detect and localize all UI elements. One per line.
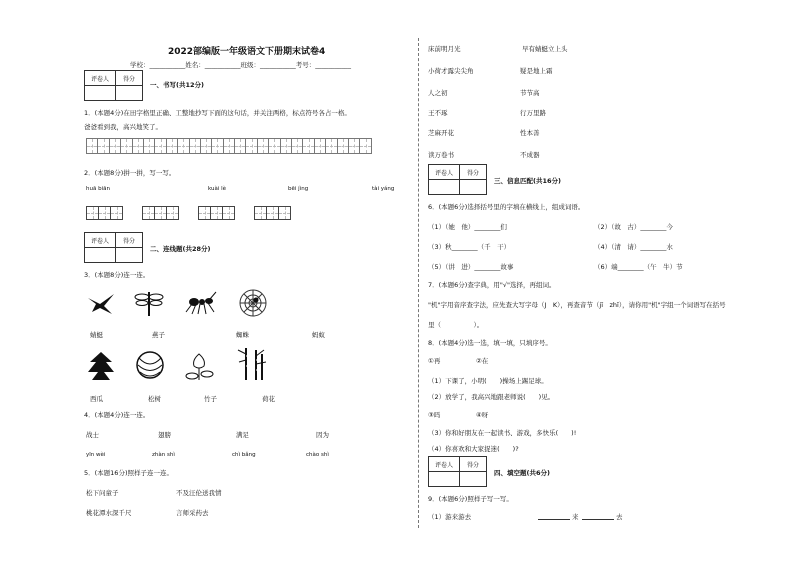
q5-right-1: 不及汪伦送我情: [176, 489, 222, 497]
q3-label-8: 荷花: [262, 395, 275, 403]
q5-left-2: 桃花潭水深千尺: [86, 509, 132, 517]
q8-line-1[interactable]: （1）下课了，小明( )操场上踢足球。: [428, 377, 548, 385]
q3-label-3: 蜘蛛: [236, 331, 249, 339]
q6-item-1[interactable]: （1）（她 他）________们: [428, 223, 507, 231]
section-title-4: 四、填空题(共6分): [494, 469, 550, 477]
q4-word-4: 因为: [316, 431, 329, 439]
q4-pinyin-1: yīn wèi: [86, 452, 106, 458]
q4-pinyin-4: chào shì: [306, 452, 329, 458]
reviewer-label: 评卷人: [85, 71, 116, 86]
score-label: 得分: [116, 71, 143, 86]
q2-pinyin-1: huā biān: [86, 186, 110, 192]
ant-picture: [184, 290, 218, 316]
score-label: 得分: [460, 165, 487, 180]
q4-word-3: 满足: [236, 431, 249, 439]
q8-line-4[interactable]: （4）你喜欢和大家捉迷( )?: [428, 445, 519, 453]
q1-sentence: 爸爸看到我，高兴地笑了。: [84, 123, 162, 131]
q9-line-1-mid: 来: [572, 513, 579, 521]
q5-left-6: 王不琢: [428, 109, 448, 117]
section-title-2: 二、连线题(共28分): [150, 245, 211, 253]
q9-text: 9．(本题6分)照样子写一写。: [428, 495, 513, 503]
q6-item-4[interactable]: （4）（清 请）________水: [594, 243, 673, 251]
q8-line-3[interactable]: （3）你和好朋友在一起读书、游戏，多快乐( )!: [428, 429, 577, 437]
q7-line-2[interactable]: 里（ ）。: [428, 321, 484, 329]
section-title-3: 三、信息匹配(共16分): [494, 177, 561, 185]
q5-left-7: 芝麻开花: [428, 129, 454, 137]
q2-boxes-3[interactable]: [198, 206, 234, 220]
q7-text: 7．(本题6分)查字典，用"√"选择，再组词。: [428, 281, 556, 289]
q2-boxes-1[interactable]: [86, 206, 122, 220]
q8-line-2[interactable]: （2）放学了，我高兴地跟老师说( )见。: [428, 393, 555, 401]
q5-text: 5．(本题16分)照样子连一连。: [84, 469, 173, 477]
score-label: 得分: [116, 233, 143, 248]
q5-right-5: 节节高: [520, 89, 540, 97]
watermelon-picture: [134, 350, 166, 380]
q3-text: 3．(本题8分)连一连。: [84, 271, 150, 279]
q4-pinyin-2: zhàn shì: [152, 452, 175, 458]
dragonfly-picture: [134, 288, 164, 318]
score-cell[interactable]: [116, 86, 143, 101]
q2-pinyin-4: tài yáng: [372, 186, 395, 192]
reviewer-cell[interactable]: [429, 180, 460, 195]
q4-pinyin-3: chì bǎng: [232, 452, 256, 458]
score-cell[interactable]: [460, 180, 487, 195]
q6-text: 6．(本题6分)选择括号里的字填在横线上，组成词语。: [428, 203, 585, 211]
q5-left-4: 小荷才露尖尖角: [428, 67, 474, 75]
q6-item-5[interactable]: （5）（讲 进）________故事: [428, 263, 514, 271]
score-table-2: [84, 232, 143, 263]
score-table-3: [428, 164, 487, 195]
q5-right-3: 早有蜻蜓立上头: [522, 45, 568, 53]
bamboo-picture: [236, 346, 268, 382]
reviewer-cell[interactable]: [429, 472, 460, 487]
q7-line-1: "机"字用音序查字法，应先查大写字母（J K），再查音节（jī zhī），请你用"机"字组一个词语写在括号: [428, 301, 726, 309]
score-table-4: [428, 456, 487, 487]
q9-line-1-left: （1）游来游去: [428, 513, 472, 521]
q8-text: 8．(本题4分)选一选，填一填，只填序号。: [428, 339, 552, 347]
q6-item-3[interactable]: （3）秋________（千 干）: [428, 243, 511, 251]
q6-item-6[interactable]: （6）端________（午 牛）节: [594, 263, 683, 271]
score-cell[interactable]: [116, 248, 143, 263]
q3-label-5: 西瓜: [90, 395, 103, 403]
q5-left-1: 松下问童子: [86, 489, 119, 497]
q2-text: 2．(本题8分)拼一拼，写一写。: [84, 169, 176, 177]
q3-label-7: 竹子: [204, 395, 217, 403]
q5-right-8: 不成器: [520, 151, 540, 159]
lotus-picture: [184, 350, 214, 382]
q5-right-4: 疑是地上霜: [520, 67, 553, 75]
score-cell[interactable]: [460, 472, 487, 487]
q3-label-4: 蚂蚁: [312, 331, 325, 339]
q2-pinyin-2: kuài lè: [208, 186, 227, 192]
q2-pinyin-3: bēi jìng: [288, 186, 309, 192]
reviewer-label: 评卷人: [429, 457, 460, 472]
section-title-1: 一、书写(共12分): [150, 81, 204, 89]
q8-option-3: ③吗: [428, 411, 441, 419]
q5-right-7: 性本善: [520, 129, 540, 137]
q3-label-1: 蜻蜓: [90, 331, 103, 339]
q9-blank-1[interactable]: [538, 512, 570, 520]
q4-word-2: 翅膀: [158, 431, 171, 439]
column-divider: [418, 38, 419, 528]
swallow-picture: [86, 290, 116, 316]
q8-option-1: ①再: [428, 357, 441, 365]
q6-item-2[interactable]: （2）（故 古）________今: [594, 223, 673, 231]
score-table-1: [84, 70, 143, 101]
writing-grid[interactable]: [86, 138, 371, 154]
student-info-fields: 学校：___________姓名：___________班级：___________考号：___________: [130, 61, 351, 69]
q9-blank-2[interactable]: [582, 512, 614, 520]
q5-left-8: 读万卷书: [428, 151, 454, 159]
q1-text: 1．(本题4分)在田字格里正确、工整地抄写下面的这句话，并关注两格，标点符号各占一格。: [84, 109, 351, 117]
q5-right-2: 言师采药去: [176, 509, 209, 517]
q9-line-1-right: 去: [616, 513, 623, 521]
q4-text: 4．(本题4分)连一连。: [84, 411, 150, 419]
q4-word-1: 战士: [86, 431, 99, 439]
q8-option-2: ②在: [476, 357, 489, 365]
spider-web-picture: [238, 288, 268, 318]
q8-option-4: ④呀: [476, 411, 489, 419]
q5-left-5: 人之初: [428, 89, 448, 97]
reviewer-label: 评卷人: [429, 165, 460, 180]
q5-left-3: 床前明月光: [428, 45, 461, 53]
q3-label-6: 松树: [148, 395, 161, 403]
score-label: 得分: [460, 457, 487, 472]
q5-right-6: 行万里路: [520, 109, 546, 117]
page-title: 2022部编版一年级语文下册期末试卷4: [168, 47, 326, 57]
q2-boxes-2[interactable]: [142, 206, 178, 220]
q2-boxes-4[interactable]: [254, 206, 290, 220]
reviewer-label: 评卷人: [85, 233, 116, 248]
pine-tree-picture: [86, 350, 116, 382]
reviewer-cell[interactable]: [85, 248, 116, 263]
reviewer-cell[interactable]: [85, 86, 116, 101]
q3-label-2: 燕子: [152, 331, 165, 339]
